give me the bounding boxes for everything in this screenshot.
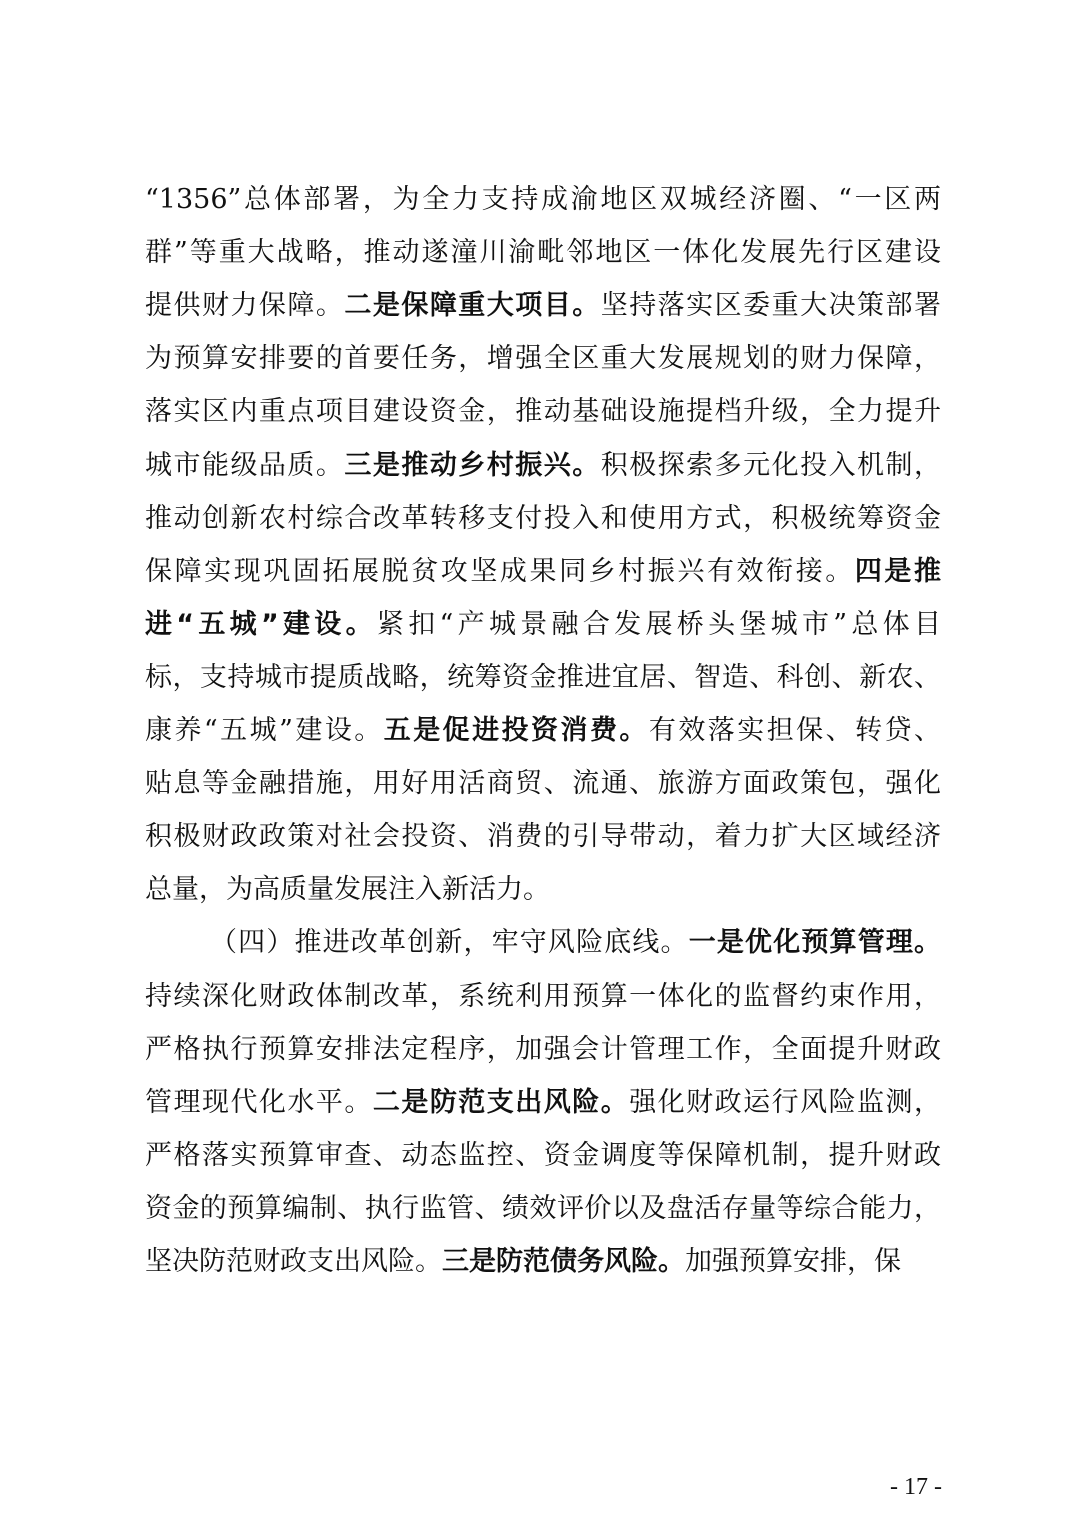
- bold-heading-span: 二是防范支出风险。: [372, 1086, 630, 1118]
- text-span: 为预算安排要的首要任务，增强全区重大发展规划的财力保障，: [145, 343, 941, 375]
- text-line: [145, 1187, 941, 1231]
- page-number: - 17 -: [890, 1474, 942, 1500]
- text-span: 坚持落实区委重大决策部署: [600, 290, 942, 322]
- text-span: 推动创新农村综合改革转移支付投入和使用方式，积极统筹资金: [145, 502, 941, 534]
- text-line: [145, 603, 941, 647]
- text-line: [145, 550, 941, 594]
- text-span: （四）推进改革创新，牢守风险底线。: [210, 927, 689, 959]
- text-span: 严格落实预算审查、动态监控、资金调度等保障机制，提升财政: [145, 1139, 941, 1171]
- bold-heading-span: 三是推动乡村振兴。: [344, 449, 601, 481]
- text-span: 强化财政运行风险监测，: [629, 1086, 942, 1118]
- bold-heading-span: 进“五城”建设。: [145, 608, 377, 640]
- text-line: [145, 709, 941, 753]
- text-span: 总量，为高质量发展注入新活力。: [145, 874, 550, 906]
- text-line: [145, 975, 941, 1019]
- text-line: [145, 656, 941, 700]
- text-span: 标，支持城市提质战略，统筹资金推进宜居、智造、科创、新农、: [145, 661, 941, 693]
- text-line: [210, 921, 941, 965]
- text-span: 积极财政政策对社会投资、消费的引导带动，着力扩大区域经济: [145, 821, 941, 853]
- text-span: 加强预算安排，保: [685, 1246, 901, 1277]
- text-line: [145, 178, 941, 222]
- text-line: [145, 1081, 941, 1125]
- text-span: “1356”总体部署，为全力支持成渝地区双城经济圈、“一区两: [145, 184, 941, 215]
- text-span: 贴息等金融措施，用好用活商贸、流通、旅游方面政策包，强化: [145, 768, 941, 800]
- bold-heading-span: 三是防范债务风险。: [442, 1246, 685, 1277]
- text-span: 保障实现巩固拓展脱贫攻坚成果同乡村振兴有效衔接。: [145, 555, 855, 587]
- text-line: [145, 284, 941, 328]
- text-line: [145, 762, 941, 806]
- text-line: [145, 390, 941, 434]
- text-line: [145, 444, 941, 488]
- text-span: 持续深化财政体制改革，系统利用预算一体化的监督约束作用，: [145, 980, 941, 1012]
- text-line: [145, 231, 941, 275]
- text-span: 群”等重大战略，推动遂潼川渝毗邻地区一体化发展先行区建设: [145, 237, 941, 269]
- text-line: [145, 868, 941, 912]
- text-span: 积极探索多元化投入机制，: [600, 449, 942, 481]
- text-span: 资金的预算编制、执行监管、绩效评价以及盘活存量等综合能力，: [145, 1192, 941, 1224]
- text-span: 紧扣“产城景融合发展桥头堡城市”总体目: [376, 608, 941, 640]
- bold-heading-span: 五是促进投资消费。: [383, 715, 649, 746]
- text-span: 提供财力保障。: [145, 290, 345, 322]
- text-span: 落实区内重点项目建设资金，推动基础设施提档升级，全力提升: [145, 396, 941, 428]
- text-line: [145, 1240, 941, 1284]
- text-span: 严格执行预算安排法定程序，加强会计管理工作，全面提升财政: [145, 1033, 941, 1065]
- text-span: 坚决防范财政支出风险。: [145, 1246, 442, 1277]
- text-span: 城市能级品质。: [145, 449, 345, 481]
- text-span: 管理现代化水平。: [145, 1086, 373, 1118]
- text-line: [145, 1028, 941, 1072]
- text-span: 康养“五城”建设。: [145, 715, 384, 746]
- bold-heading-span: 二是保障重大项目。: [344, 290, 601, 322]
- text-line: [145, 497, 941, 541]
- bold-heading-span: 一是优化预算管理。: [688, 927, 942, 959]
- bold-heading-span: 四是推: [854, 555, 942, 587]
- text-line: [145, 815, 941, 859]
- text-span: 有效落实担保、转贷、: [648, 715, 942, 746]
- text-line: [145, 1134, 941, 1178]
- text-line: [145, 337, 941, 381]
